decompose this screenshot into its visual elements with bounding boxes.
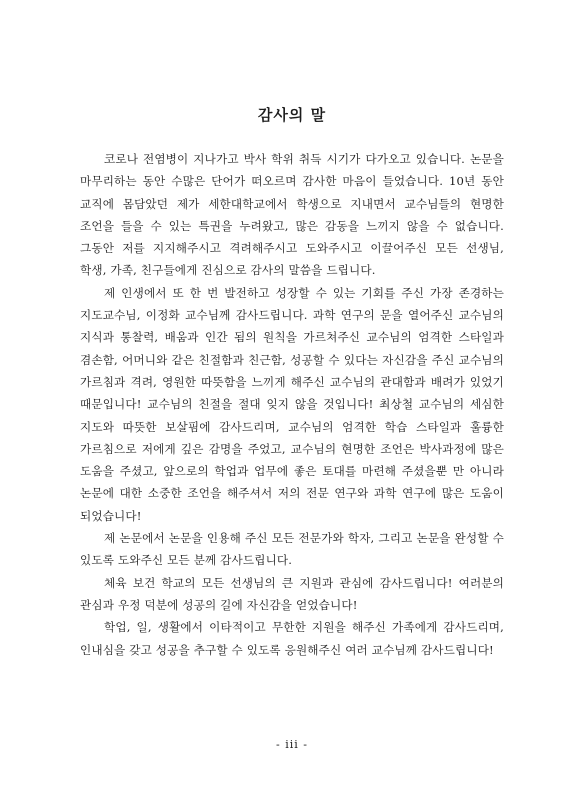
paragraph-4: 체육 보건 학교의 모든 선생님의 큰 지원과 관심에 감사드립니다! 여러분의 관심과 우정 덕분에 성공의 길에 자신감을 얻었습니다! <box>80 575 504 612</box>
paragraph-1: 코로나 전염병이 지나가고 박사 학위 취득 시기가 다가오고 있습니다. 논문을 마무리하는 동안 수많은 단어가 떠오르며 감사한 마음이 들었습니다. 10년 동안 교직에 몸담았던 제가 세한대학교에서 학생으로 지내면서 교수님들의 현명한 조언을 들을 수 있는 특권을 누려왔고, 많은 감동을 느끼지 않을 수 없습니다. 그동안 저를 지지해주시고 격려해주시고 도와주시고 이끌어주신 모든 선생님, 학생, 가족, 친구들에게 진심으로 감사의 말씀을 드립니다. <box>80 152 504 278</box>
paragraph-2: 제 인생에서 또 한 번 발전하고 성장할 수 있는 기회를 주신 가장 존경하는 지도교수님, 이정화 교수님께 감사드립니다. 과학 연구의 문을 열어주신 교수님의 지식과 통찰력, 배움과 인간 됨의 원칙을 가르쳐주신 교수님의 엄격한 스타일과 겸손함, 어머니와 같은 친절함과 친근함, 성공할 수 있다는 자신감을 주신 교수님의 가르침과 격려, 영원한 따뜻함을 느끼게 해주신 교수님의 관대함과 배려가 있었기 때문입니다! 교수님의 친절을 절대 잊지 않을 것입니다! 최상철 교수님의 세심한 지도와 따뜻한 보살핌에 감사드리며, 교수님의 엄격한 학습 스타일과 훌륭한 가르침으로 저에게 깊은 감명을 주었고, 교수님의 현명한 조언은 박사과정에 많은 도움을 주셨고, 앞으로의 학업과 업무에 좋은 토대를 마련해 주셨을뿐 만 아니라 논문에 대한 소중한 조언을 해주셔서 저의 전문 연구와 과학 연구에 많은 도움이 되었습니다! <box>80 285 504 523</box>
paragraph-3: 제 논문에서 논문을 인용해 주신 모든 전문가와 학자, 그리고 논문을 완성할 수 있도록 도와주신 모든 분께 감사드립니다. <box>80 531 504 568</box>
paragraph-5: 학업, 일, 생활에서 이타적이고 무한한 지원을 해주신 가족에게 감사드리며, 인내심을 갖고 성공을 추구할 수 있도록 응원해주신 여러 교수님께 감사드립니다! <box>80 620 504 657</box>
page-title: 감사의 말 <box>257 106 327 124</box>
page-number: - iii - <box>276 738 308 751</box>
acknowledgement-body <box>80 148 504 661</box>
